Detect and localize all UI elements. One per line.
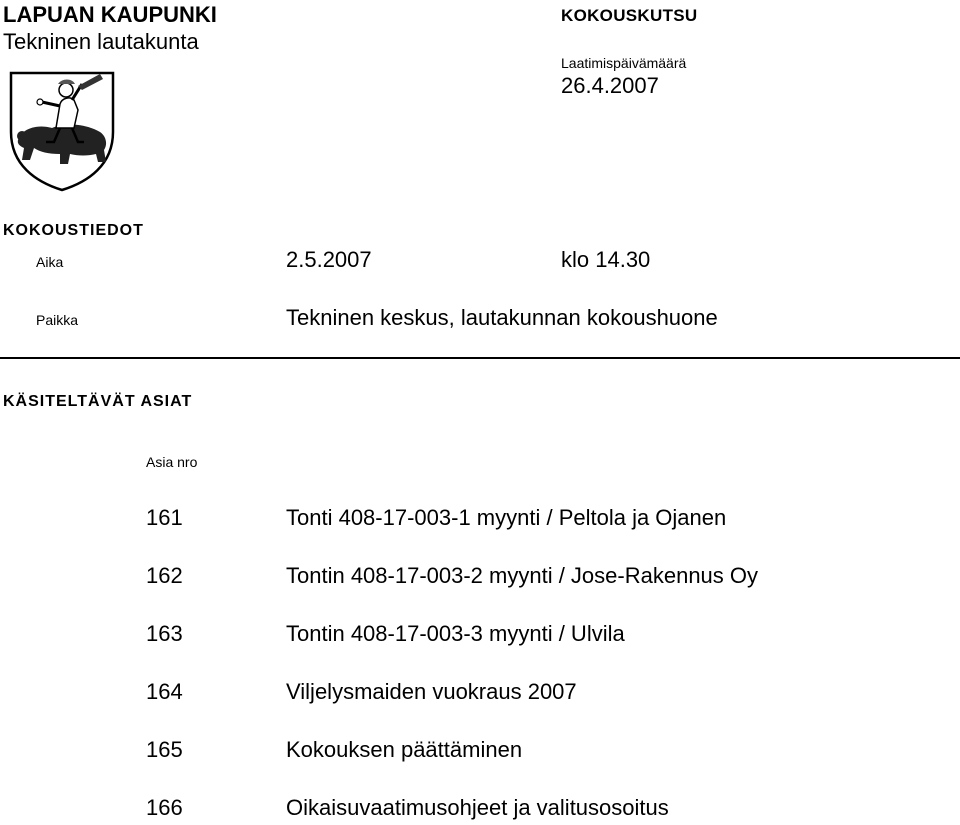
agenda-item-title: Tontin 408-17-003-2 myynti / Jose-Rakennus Oy	[286, 563, 759, 588]
agenda-item-number: 162	[146, 563, 183, 588]
agenda-item-number: 164	[146, 679, 183, 704]
section-divider	[0, 357, 960, 359]
agenda-item	[0, 563, 960, 593]
meeting-info-heading: KOKOUSTIEDOT	[3, 222, 144, 239]
lapua-coat-of-arms-icon	[8, 70, 116, 192]
agenda-column-label: Asia nro	[146, 454, 198, 470]
agenda-item	[0, 621, 960, 651]
agenda-item-title: Tonti 408-17-003-1 myynti / Peltola ja Ojanen	[286, 505, 727, 530]
meeting-place: Tekninen keskus, lautakunnan kokoushuone	[286, 305, 718, 330]
date-label: Laatimispäivämäärä	[561, 55, 687, 71]
agenda-item-title: Kokouksen päättäminen	[286, 737, 523, 762]
agenda-heading: KÄSITELTÄVÄT ASIAT	[3, 393, 193, 410]
agenda-item-number: 161	[146, 505, 183, 530]
document-type: KOKOUSKUTSU	[561, 6, 698, 25]
meeting-time: klo 14.30	[561, 247, 651, 272]
agenda-item-number: 165	[146, 737, 183, 762]
agenda-item-number: 166	[146, 795, 183, 820]
place-label: Paikka	[36, 312, 79, 328]
date-value: 26.4.2007	[561, 73, 659, 98]
agenda-item	[0, 737, 960, 767]
agenda-item	[0, 679, 960, 709]
agenda-item-title: Viljelysmaiden vuokraus 2007	[286, 679, 577, 704]
department-name: Tekninen lautakunta	[3, 29, 199, 54]
agenda-item	[0, 795, 960, 825]
time-label: Aika	[36, 254, 64, 270]
agenda-item-title: Tontin 408-17-003-3 myynti / Ulvila	[286, 621, 625, 646]
agenda-item-number: 163	[146, 621, 183, 646]
agenda-item	[0, 505, 960, 535]
organization-name: LAPUAN KAUPUNKI	[3, 2, 217, 27]
meeting-date: 2.5.2007	[286, 247, 372, 272]
agenda-item-title: Oikaisuvaatimusohjeet ja valitusosoitus	[286, 795, 669, 820]
